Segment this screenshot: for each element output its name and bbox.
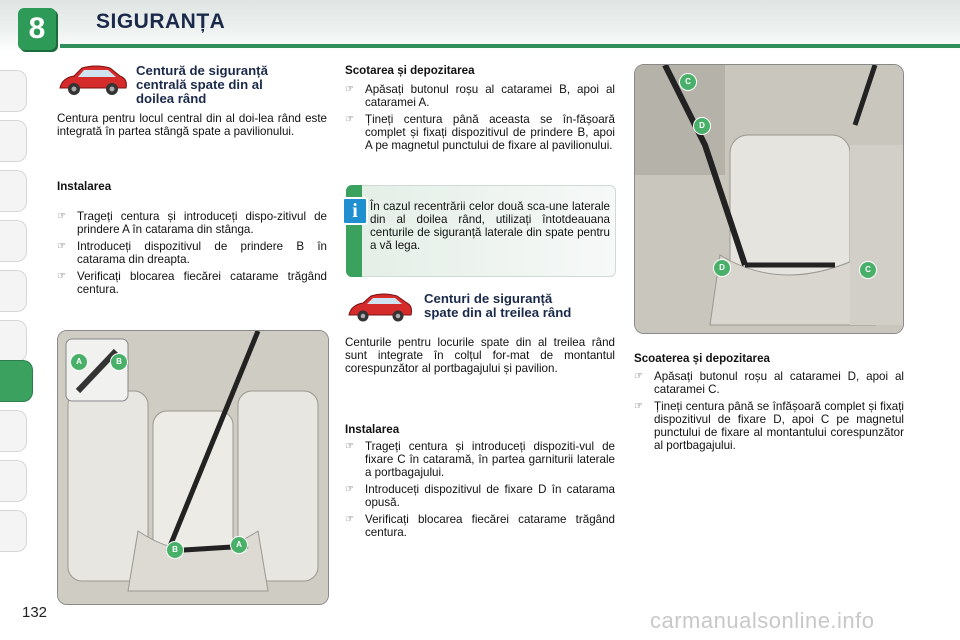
section1-intro: Centura pentru locul central din al doi-lea rând este integrată în partea stângă spate a pavilionului. — [57, 112, 327, 138]
side-tab-6[interactable] — [0, 320, 27, 362]
list-item: ☞ Țineți centura până aceasta se în-fășoară complet și fixați dispozitivul de prindere B, apoi A pe magnetul punctului de fixare al pavilionului. — [345, 113, 615, 152]
list-item: ☞ Trageți centura și introduceți dispoziti-vul de fixare C în cataramă, în partea garniturii laterale a portbagajului. — [345, 440, 615, 479]
side-tab-8[interactable] — [0, 410, 27, 452]
info-text: În cazul recentrării celor două sca-une laterale din al doilea rând, utilizați întotdeauana centurile de siguranță laterale din spate pentru a vă lega. — [370, 200, 610, 252]
section1-title: Centură de siguranță centrală spate din al doilea rând — [136, 63, 268, 106]
section2-heading: Scotarea și depozitarea — [345, 64, 475, 77]
section2-bullets — [345, 83, 615, 156]
list-item: ☞ Apăsați butonul roșu al cataramei D, apoi al cataramei C. — [634, 370, 904, 396]
section1-install-heading: Instalarea — [57, 180, 112, 193]
pointing-hand-icon: ☞ — [634, 401, 643, 412]
pointing-hand-icon: ☞ — [345, 484, 354, 495]
watermark: carmanualsonline.info — [650, 608, 875, 633]
section4-heading: Scoaterea și depozitarea — [634, 352, 770, 365]
callout-a-top: A — [70, 353, 88, 371]
side-tab-4[interactable] — [0, 220, 27, 262]
callout-c-seat: C — [859, 261, 877, 279]
page-number: 132 — [22, 604, 48, 621]
list-item: ☞ Verificați blocarea fiecărei catarame trăgând centura. — [345, 513, 615, 539]
pointing-hand-icon: ☞ — [57, 271, 66, 282]
pointing-hand-icon: ☞ — [345, 84, 354, 95]
side-tab-10[interactable] — [0, 510, 27, 552]
side-tab-9[interactable] — [0, 460, 27, 502]
callout-c-top: C — [679, 73, 697, 91]
list-item: ☞ Apăsați butonul roșu al cataramei B, apoi al cataramei A. — [345, 83, 615, 109]
section3-intro: Centurile pentru locurile spate din al treilea rând sunt integrate în colțul for-mat de montantul corespunzător al portbagajului și pavilion. — [345, 336, 615, 375]
list-item: ☞ Verificați blocarea fiecărei catarame trăgând centura. — [57, 270, 327, 296]
pointing-hand-icon: ☞ — [345, 114, 354, 125]
list-item: ☞ Țineți centura până se înfășoară complet și fixați dispozitivul de fixare D, apoi C pe magnetul punctului de fixare al montantului corespunzător al portbagajului. — [634, 400, 904, 452]
side-tab-3[interactable] — [0, 170, 27, 212]
header-rule — [60, 44, 960, 48]
list-item: ☞ Trageți centura și introduceți dispo-zitivul de prindere A în catarama din stânga. — [57, 210, 327, 236]
pointing-hand-icon: ☞ — [345, 441, 354, 452]
list-item: ☞ Introduceți dispozitivul de fixare D în catarama opusă. — [345, 483, 615, 509]
callout-b-top: B — [110, 353, 128, 371]
callout-d-top: D — [693, 117, 711, 135]
side-tab-1[interactable] — [0, 70, 27, 112]
section4-bullets — [634, 370, 904, 456]
car-icon-rear — [345, 290, 415, 326]
info-icon: i — [342, 197, 368, 225]
side-tab-5[interactable] — [0, 270, 27, 312]
chapter-title: SIGURANȚA — [96, 10, 226, 33]
pointing-hand-icon: ☞ — [345, 514, 354, 525]
pointing-hand-icon: ☞ — [634, 371, 643, 382]
photo-third-row-belt — [634, 64, 904, 334]
car-icon — [56, 62, 130, 100]
photo-second-row-belt — [57, 330, 329, 605]
section3-title: Centuri de siguranță spate din al treilea rând — [424, 291, 572, 320]
pointing-hand-icon: ☞ — [57, 211, 66, 222]
callout-d-seat: D — [713, 259, 731, 277]
callout-b-seat: B — [166, 541, 184, 559]
pointing-hand-icon: ☞ — [57, 241, 66, 252]
list-item: ☞ Introduceți dispozitivul de prindere B în catarama din dreapta. — [57, 240, 327, 266]
callout-a-seat: A — [230, 536, 248, 554]
chapter-number-badge: 8 — [18, 8, 56, 50]
side-tab-safety-active[interactable] — [0, 360, 33, 402]
side-tab-2[interactable] — [0, 120, 27, 162]
section3-install-heading: Instalarea — [345, 423, 400, 436]
section3-bullets — [345, 440, 615, 543]
section1-bullets — [57, 210, 327, 300]
